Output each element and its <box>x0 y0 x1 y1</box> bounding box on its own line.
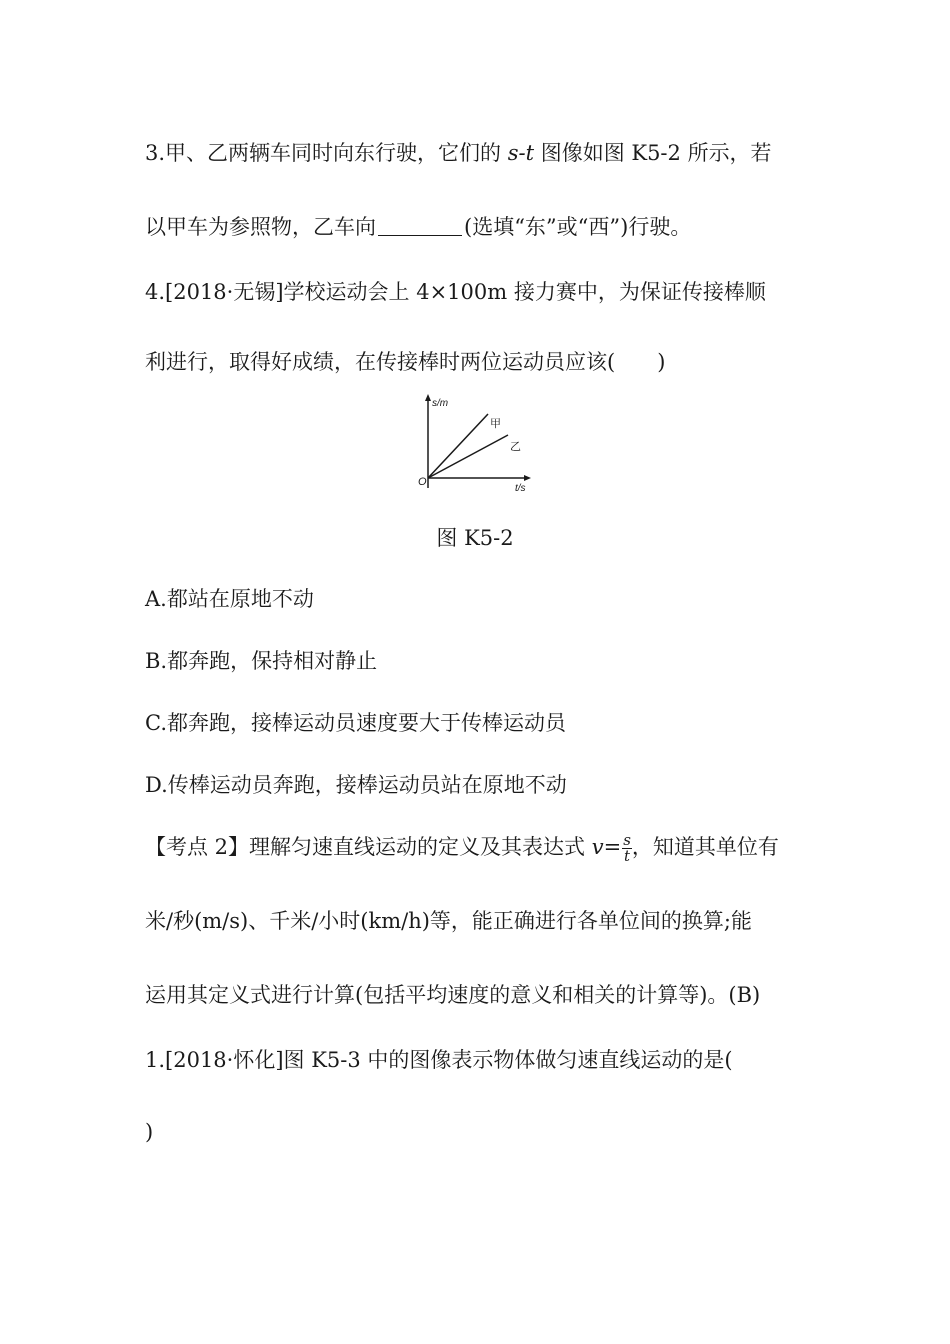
origin-label: O <box>418 476 427 488</box>
kp2-line2: 米/秒(m/s)、千米/小时(km/h)等，能正确进行各单位间的换算;能 <box>145 909 752 933</box>
formula-denominator: t <box>624 847 631 865</box>
q3-line2 <box>145 212 691 242</box>
option-c[interactable]: C.都奔跑，接棒运动员速度要大于传棒运动员 <box>145 711 566 735</box>
formula-numerator: s <box>623 831 631 849</box>
line-yi <box>428 435 508 478</box>
q3-text-a: 3.甲、乙两辆车同时向东行驶，它们的 <box>145 141 508 165</box>
q3-line1 <box>145 138 772 168</box>
formula-fraction <box>622 833 632 864</box>
kp2-line3: 运用其定义式进行计算(包括平均速度的意义和相关的计算等)。(B) <box>145 983 761 1007</box>
option-b[interactable]: B.都奔跑，保持相对静止 <box>145 649 378 673</box>
y-axis-label: s/m <box>432 398 449 409</box>
formula-v: v= <box>591 835 622 859</box>
q3-text-d: (选填“东”或“西”)行驶。 <box>464 215 692 239</box>
q4-line1: 4.[2018·无锡]学校运动会上 4×100m 接力赛中，为保证传接棒顺 <box>145 280 766 304</box>
answer-blank[interactable] <box>378 215 462 236</box>
x-axis-label: t/s <box>515 483 526 494</box>
q1-line2: ) <box>145 1120 154 1144</box>
st-graph <box>415 392 535 497</box>
y-axis-arrow <box>425 394 431 401</box>
figure-caption: 图 K5-2 <box>436 526 514 550</box>
kp2-line1 <box>145 832 779 864</box>
x-axis-arrow <box>524 475 531 481</box>
q4-line2: 利进行，取得好成绩，在传接棒时两位运动员应该( ) <box>145 350 666 374</box>
q3-text-b: 图像如图 K5-2 所示，若 <box>534 141 772 165</box>
kp2-text-b: ，知道其单位有 <box>631 835 779 859</box>
line-yi-label: 乙 <box>510 440 521 453</box>
q1-line1: 1.[2018·怀化]图 K5-3 中的图像表示物体做匀速直线运动的是( <box>145 1048 733 1072</box>
option-a[interactable]: A.都站在原地不动 <box>145 587 314 611</box>
kp2-text-a: 【考点 2】理解匀速直线运动的定义及其表达式 <box>145 835 592 859</box>
line-jia <box>428 414 488 478</box>
q3-text-c: 以甲车为参照物，乙车向 <box>145 215 376 239</box>
st-label: s-t <box>507 141 535 165</box>
line-jia-label: 甲 <box>490 417 501 430</box>
option-d[interactable]: D.传棒运动员奔跑，接棒运动员站在原地不动 <box>145 773 567 797</box>
